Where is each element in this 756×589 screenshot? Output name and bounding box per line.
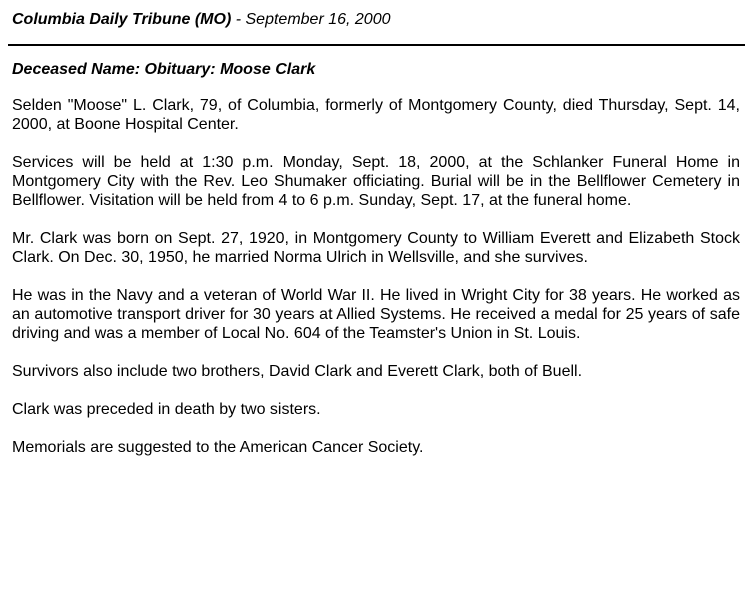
publication-date: - September 16, 2000 <box>231 11 391 28</box>
paragraph: Memorials are suggested to the American Cancer Society. <box>12 439 424 456</box>
newspaper-name: Columbia Daily Tribune (MO) <box>12 11 232 28</box>
document-header <box>12 10 744 32</box>
paragraph: Survivors also include two brothers, David Clark and Everett Clark, both of Buell. <box>12 363 583 380</box>
paragraph: He was in the Navy and a veteran of World War II. He lived in Wright City for 38 years. He worked as an automotive transport driver for 30 years at Allied Systems. He received a medal for 25 years of safe driving and was a member of Local No. 604 of the Teamster's Union in St. Louis. <box>12 287 740 342</box>
obituary-title: Deceased Name: Obituary: Moose Clark <box>12 61 316 78</box>
paragraph: Services will be held at 1:30 p.m. Monday, Sept. 18, 2000, at the Schlanker Funeral Home in Montgomery City with the Rev. Leo Shumaker officiating. Burial will be in the Bellflower Cemetery in Bellflower. Visitation will be held from 4 to 6 p.m. Sunday, Sept. 17, at the funeral home. <box>12 154 740 209</box>
obituary-body <box>12 96 740 476</box>
paragraph: Clark was preceded in death by two sisters. <box>12 401 321 418</box>
paragraph: Selden "Moose" L. Clark, 79, of Columbia, formerly of Montgomery County, died Thursday, Sept. 14, 2000, at Boone Hospital Center. <box>12 97 740 133</box>
header-divider <box>8 44 745 46</box>
paragraph: Mr. Clark was born on Sept. 27, 1920, in Montgomery County to William Everett and Elizabeth Stock Clark. On Dec. 30, 1950, he married Norma Ulrich in Wellsville, and she survives. <box>12 230 740 266</box>
